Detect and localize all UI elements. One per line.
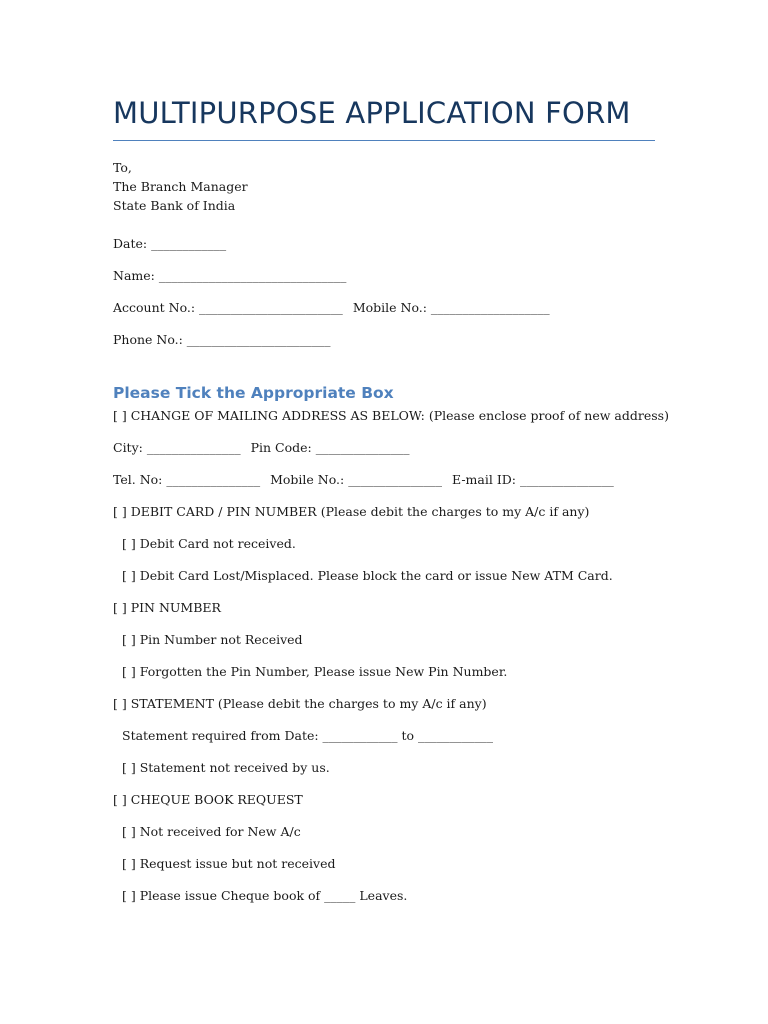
address-bank: State Bank of India (113, 198, 236, 213)
date-field[interactable]: Date: ____________ (113, 236, 227, 251)
address-to: To, (113, 160, 132, 175)
section-heading: Please Tick the Appropriate Box (113, 384, 394, 402)
contact-row (113, 472, 614, 488)
pin-number-option[interactable]: [ ] PIN NUMBER (113, 600, 221, 615)
title-underline (113, 140, 655, 141)
debit-not-received-option[interactable]: [ ] Debit Card not received. (122, 536, 296, 551)
cheque-request-option[interactable]: [ ] Request issue but not received (122, 856, 336, 871)
email-field[interactable]: E-mail ID: _______________ (451, 472, 614, 487)
statement-not-received-option[interactable]: [ ] Statement not received by us. (122, 760, 330, 775)
debit-card-option[interactable]: [ ] DEBIT CARD / PIN NUMBER (Please debit the charges to my A/c if any) (113, 504, 590, 519)
phone-no-field[interactable]: Phone No.: _______________________ (113, 332, 331, 347)
statement-dates-field[interactable]: Statement required from Date: ____________ to ____________ (122, 728, 494, 743)
city-pin-row (113, 440, 409, 456)
city-field[interactable]: City: _______________ (113, 440, 241, 455)
name-field[interactable]: Name: ______________________________ (113, 268, 347, 283)
cheque-leaves-option[interactable]: [ ] Please issue Cheque book of _____ Leaves. (122, 888, 408, 903)
account-no-field[interactable]: Account No.: _______________________ (113, 300, 343, 315)
statement-option[interactable]: [ ] STATEMENT (Please debit the charges to my A/c if any) (113, 696, 487, 711)
address-mobile-field[interactable]: Mobile No.: _______________ (270, 472, 442, 487)
pin-forgotten-option[interactable]: [ ] Forgotten the Pin Number, Please issue New Pin Number. (122, 664, 508, 679)
pin-not-received-option[interactable]: [ ] Pin Number not Received (122, 632, 303, 647)
pin-code-field[interactable]: Pin Code: _______________ (250, 440, 410, 455)
cheque-new-ac-option[interactable]: [ ] Not received for New A/c (122, 824, 301, 839)
mobile-no-field[interactable]: Mobile No.: ___________________ (352, 300, 550, 315)
cheque-book-option[interactable]: [ ] CHEQUE BOOK REQUEST (113, 792, 303, 807)
tel-no-field[interactable]: Tel. No: _______________ (113, 472, 261, 487)
account-mobile-row (113, 300, 550, 316)
debit-lost-option[interactable]: [ ] Debit Card Lost/Misplaced. Please block the card or issue New ATM Card. (122, 568, 613, 583)
form-page (113, 0, 669, 1024)
change-address-option[interactable]: [ ] CHANGE OF MAILING ADDRESS AS BELOW: (Please enclose proof of new address) (113, 408, 669, 423)
page-title: MULTIPURPOSE APPLICATION FORM (113, 96, 631, 130)
address-recipient: The Branch Manager (113, 179, 248, 194)
